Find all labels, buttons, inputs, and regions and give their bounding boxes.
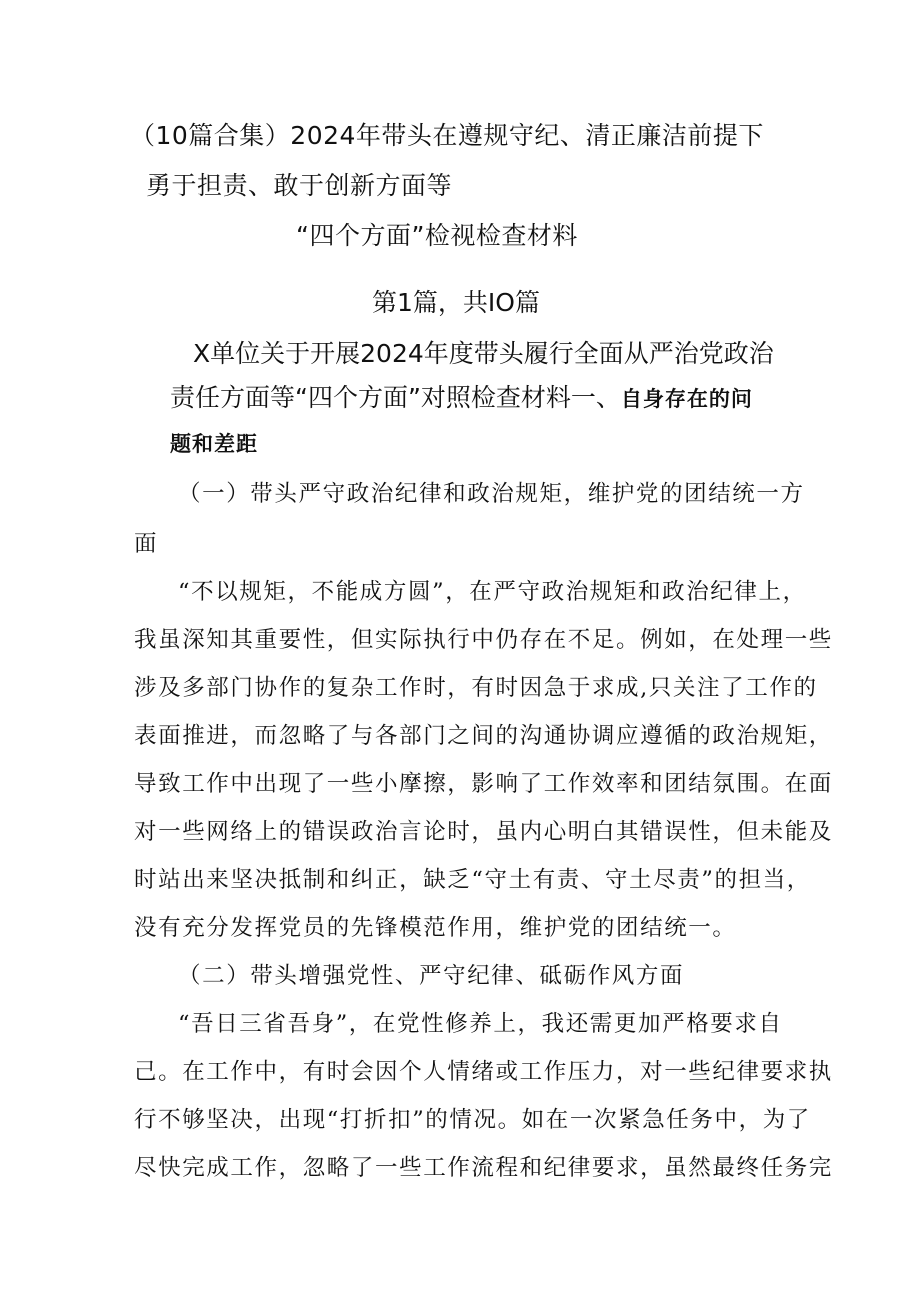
section-1-paragraph-line: 没有充分发挥党员的先锋模范作用，维护党的团结统一。: [134, 915, 737, 941]
section-1-paragraph-line: 导致工作中出现了一些小摩擦，影响了工作效率和团结氛围。在面: [134, 771, 833, 797]
section-2-paragraph-line: 己。在工作中，有时会因个人情绪或工作压力，对一些纪律要求执: [134, 1059, 833, 1085]
section-2-paragraph-line: 行不够坚决，出现“打折扣”的情况。如在一次紧急任务中，为了: [134, 1107, 811, 1133]
subtitle-line-2-main: 责任方面等“四个方面”对照检查材料一、: [170, 383, 621, 412]
section-1-paragraph-line: 对一些网络上的错误政治言论时，虽内心明白其错误性，但未能及: [134, 819, 833, 845]
section-1-paragraph-line: 表面推进，而忽略了与各部门之间的沟通协调应遵循的政治规矩，: [134, 723, 833, 749]
subtitle-line-1: X单位关于开展2024年度带头履行全面从严治党政治: [193, 339, 774, 368]
part-label: 第1篇，共IO篇: [372, 288, 540, 317]
section-2-paragraph-line: “吾日三省吾身”，在党性修养上，我还需更加严格要求自: [178, 1011, 783, 1037]
section-1-heading-continued: 面: [134, 531, 159, 557]
section-1-heading: （一）带头严守政治纪律和政治规矩，维护党的团结统一方: [178, 481, 805, 507]
section-2-heading: （二）带头增强党性、严守纪律、砥砺作风方面: [178, 963, 685, 989]
document-title-line-1: （10篇合集）2024年带头在遵规守纪、清正廉洁前提下: [130, 121, 764, 150]
subtitle-line-2-tail: 自身存在的问: [620, 386, 753, 411]
document-title-line-3: “四个方面”检视检查材料: [296, 221, 578, 250]
section-2-paragraph-line: 尽快完成工作，忽略了一些工作流程和纪律要求，虽然最终任务完: [134, 1155, 833, 1181]
section-1-paragraph-line: 涉及多部门协作的复杂工作时，有时因急于求成,只关注了工作的: [134, 675, 818, 701]
document-title-line-2: 勇于担责、敢于创新方面等: [146, 171, 453, 200]
section-1-paragraph-line: 我虽深知其重要性，但实际执行中仍存在不足。例如，在处理一些: [134, 627, 833, 653]
section-1-paragraph-line: 时站出来坚决抵制和纠正，缺乏“守土有责、守土尽责”的担当，: [134, 867, 811, 893]
section-1-paragraph-line: “不以规矩，不能成方圆”，在严守政治规矩和政治纪律上，: [178, 579, 807, 605]
subtitle-line-2: [170, 378, 753, 414]
subtitle-line-3: 题和差距: [170, 431, 258, 456]
